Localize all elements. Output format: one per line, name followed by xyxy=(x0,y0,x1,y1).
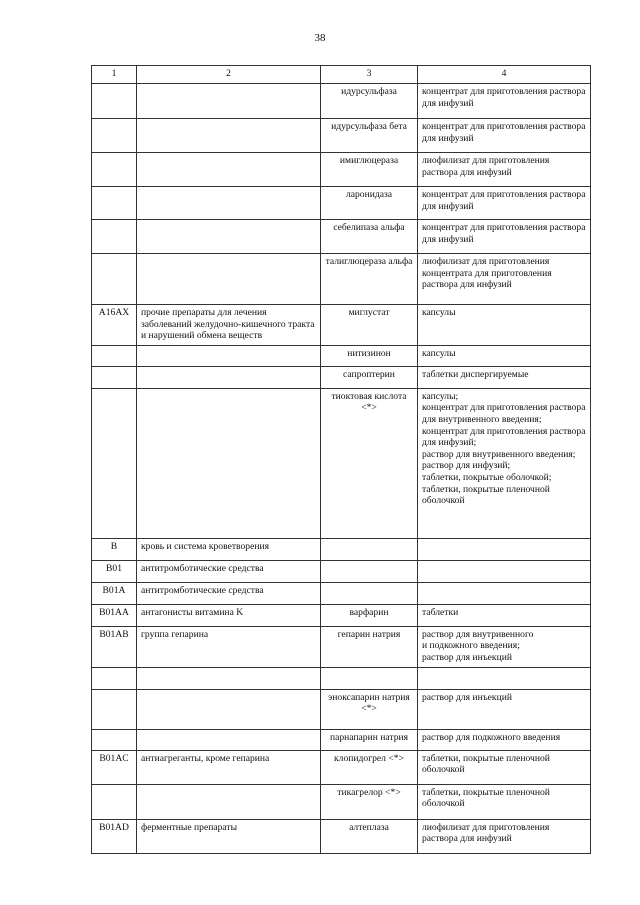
code-cell xyxy=(92,220,137,254)
substance-cell: сапроптерин xyxy=(321,366,418,388)
group-cell xyxy=(137,667,321,689)
code-cell xyxy=(92,119,137,153)
substance-cell: нитизинон xyxy=(321,345,418,366)
substance-cell: имиглюцераза xyxy=(321,153,418,187)
group-cell: группа гепарина xyxy=(137,626,321,667)
code-cell: B01AC xyxy=(92,750,137,784)
code-cell xyxy=(92,254,137,305)
substance-cell: идурсульфаза xyxy=(321,84,418,119)
table-row xyxy=(92,582,591,604)
group-cell xyxy=(137,784,321,819)
group-cell: ферментные препараты xyxy=(137,819,321,853)
code-cell xyxy=(92,366,137,388)
substance-cell: тикагрелор <*> xyxy=(321,784,418,819)
table-row xyxy=(92,366,591,388)
code-cell: A16AX xyxy=(92,305,137,346)
table-row xyxy=(92,538,591,560)
table-row xyxy=(92,784,591,819)
group-cell xyxy=(137,187,321,220)
table-row xyxy=(92,388,591,538)
group-cell xyxy=(137,345,321,366)
table-body xyxy=(92,66,591,854)
code-cell: B01AA xyxy=(92,604,137,626)
group-cell: антитромботические средства xyxy=(137,560,321,582)
code-cell: B01AB xyxy=(92,626,137,667)
table-row xyxy=(92,819,591,853)
table-row xyxy=(92,560,591,582)
code-cell xyxy=(92,667,137,689)
dosage-form-cell: концентрат для приготовления раствора для инфузий xyxy=(418,220,591,254)
group-cell: антитромботические средства xyxy=(137,582,321,604)
group-cell xyxy=(137,254,321,305)
dosage-form-cell: таблетки, покрытые пленочной оболочкой xyxy=(418,750,591,784)
dosage-form-cell xyxy=(418,667,591,689)
dosage-form-cell: раствор для внутривенного и подкожного введения; раствор для инъекций xyxy=(418,626,591,667)
dosage-form-cell: раствор для инъекций xyxy=(418,689,591,729)
dosage-form-cell: таблетки диспергируемые xyxy=(418,366,591,388)
group-cell: антагонисты витамина K xyxy=(137,604,321,626)
code-cell xyxy=(92,84,137,119)
column-number-header-row xyxy=(92,66,591,84)
table-row xyxy=(92,729,591,750)
dosage-form-cell xyxy=(418,582,591,604)
code-cell xyxy=(92,729,137,750)
group-cell xyxy=(137,366,321,388)
group-cell: кровь и система кроветворения xyxy=(137,538,321,560)
code-cell: B01 xyxy=(92,560,137,582)
group-cell: прочие препараты для лечения заболеваний желудочно-кишечного тракта и нарушений обмена веществ xyxy=(137,305,321,346)
dosage-form-cell xyxy=(418,560,591,582)
substance-cell: тиоктовая кислота <*> xyxy=(321,388,418,538)
dosage-form-cell: капсулы xyxy=(418,305,591,346)
substance-cell xyxy=(321,582,418,604)
group-cell xyxy=(137,153,321,187)
code-cell xyxy=(92,689,137,729)
group-cell xyxy=(137,84,321,119)
column-number-2: 2 xyxy=(137,66,321,84)
code-cell xyxy=(92,153,137,187)
code-cell: B xyxy=(92,538,137,560)
code-cell xyxy=(92,388,137,538)
table-row xyxy=(92,153,591,187)
group-cell xyxy=(137,388,321,538)
dosage-form-cell: капсулы; концентрат для приготовления раствора для внутривенного введения; концентрат для приготовления раствора для инфузий; раствор для внутривенного введения; раствор для инфузий; таблетки, покрытые оболочкой; таблетки, покрытые пленочной оболочкой xyxy=(418,388,591,538)
dosage-form-cell xyxy=(418,538,591,560)
page-number: 38 xyxy=(314,32,326,44)
substance-cell: идурсульфаза бета xyxy=(321,119,418,153)
substance-cell: ларонидаза xyxy=(321,187,418,220)
substance-cell: варфарин xyxy=(321,604,418,626)
dosage-form-cell: лиофилизат для приготовления концентрата для приготовления раствора для инфузий xyxy=(418,254,591,305)
substance-cell xyxy=(321,538,418,560)
substance-cell: миглустат xyxy=(321,305,418,346)
substance-cell: алтеплаза xyxy=(321,819,418,853)
substance-cell xyxy=(321,667,418,689)
group-cell xyxy=(137,220,321,254)
table-row xyxy=(92,689,591,729)
code-cell: B01AD xyxy=(92,819,137,853)
dosage-form-cell: капсулы xyxy=(418,345,591,366)
code-cell xyxy=(92,187,137,220)
table-row xyxy=(92,187,591,220)
dosage-form-cell: раствор для подкожного введения xyxy=(418,729,591,750)
code-cell: B01A xyxy=(92,582,137,604)
table-row xyxy=(92,254,591,305)
substance-cell: парнапарин натрия xyxy=(321,729,418,750)
dosage-form-cell: таблетки xyxy=(418,604,591,626)
table-row xyxy=(92,119,591,153)
code-cell xyxy=(92,345,137,366)
dosage-form-cell: концентрат для приготовления раствора для инфузий xyxy=(418,84,591,119)
table-row xyxy=(92,220,591,254)
substance-cell: эноксапарин натрия <*> xyxy=(321,689,418,729)
table-row xyxy=(92,667,591,689)
group-cell xyxy=(137,119,321,153)
substance-cell: себелипаза альфа xyxy=(321,220,418,254)
column-number-1: 1 xyxy=(92,66,137,84)
dosage-form-cell: таблетки, покрытые пленочной оболочкой xyxy=(418,784,591,819)
table-row xyxy=(92,626,591,667)
column-number-4: 4 xyxy=(418,66,591,84)
group-cell: антиагреганты, кроме гепарина xyxy=(137,750,321,784)
table-row xyxy=(92,750,591,784)
dosage-form-cell: лиофилизат для приготовления раствора для инфузий xyxy=(418,819,591,853)
substance-cell: клопидогрел <*> xyxy=(321,750,418,784)
substance-cell: гепарин натрия xyxy=(321,626,418,667)
substance-cell: талиглюцераза альфа xyxy=(321,254,418,305)
column-number-3: 3 xyxy=(321,66,418,84)
table-row xyxy=(92,84,591,119)
substance-cell xyxy=(321,560,418,582)
table-row xyxy=(92,604,591,626)
dosage-form-cell: концентрат для приготовления раствора для инфузий xyxy=(418,187,591,220)
table-row xyxy=(92,345,591,366)
table-row xyxy=(92,305,591,346)
drug-table xyxy=(91,65,591,854)
dosage-form-cell: концентрат для приготовления раствора для инфузий xyxy=(418,119,591,153)
code-cell xyxy=(92,784,137,819)
dosage-form-cell: лиофилизат для приготовления раствора для инфузий xyxy=(418,153,591,187)
group-cell xyxy=(137,689,321,729)
group-cell xyxy=(137,729,321,750)
